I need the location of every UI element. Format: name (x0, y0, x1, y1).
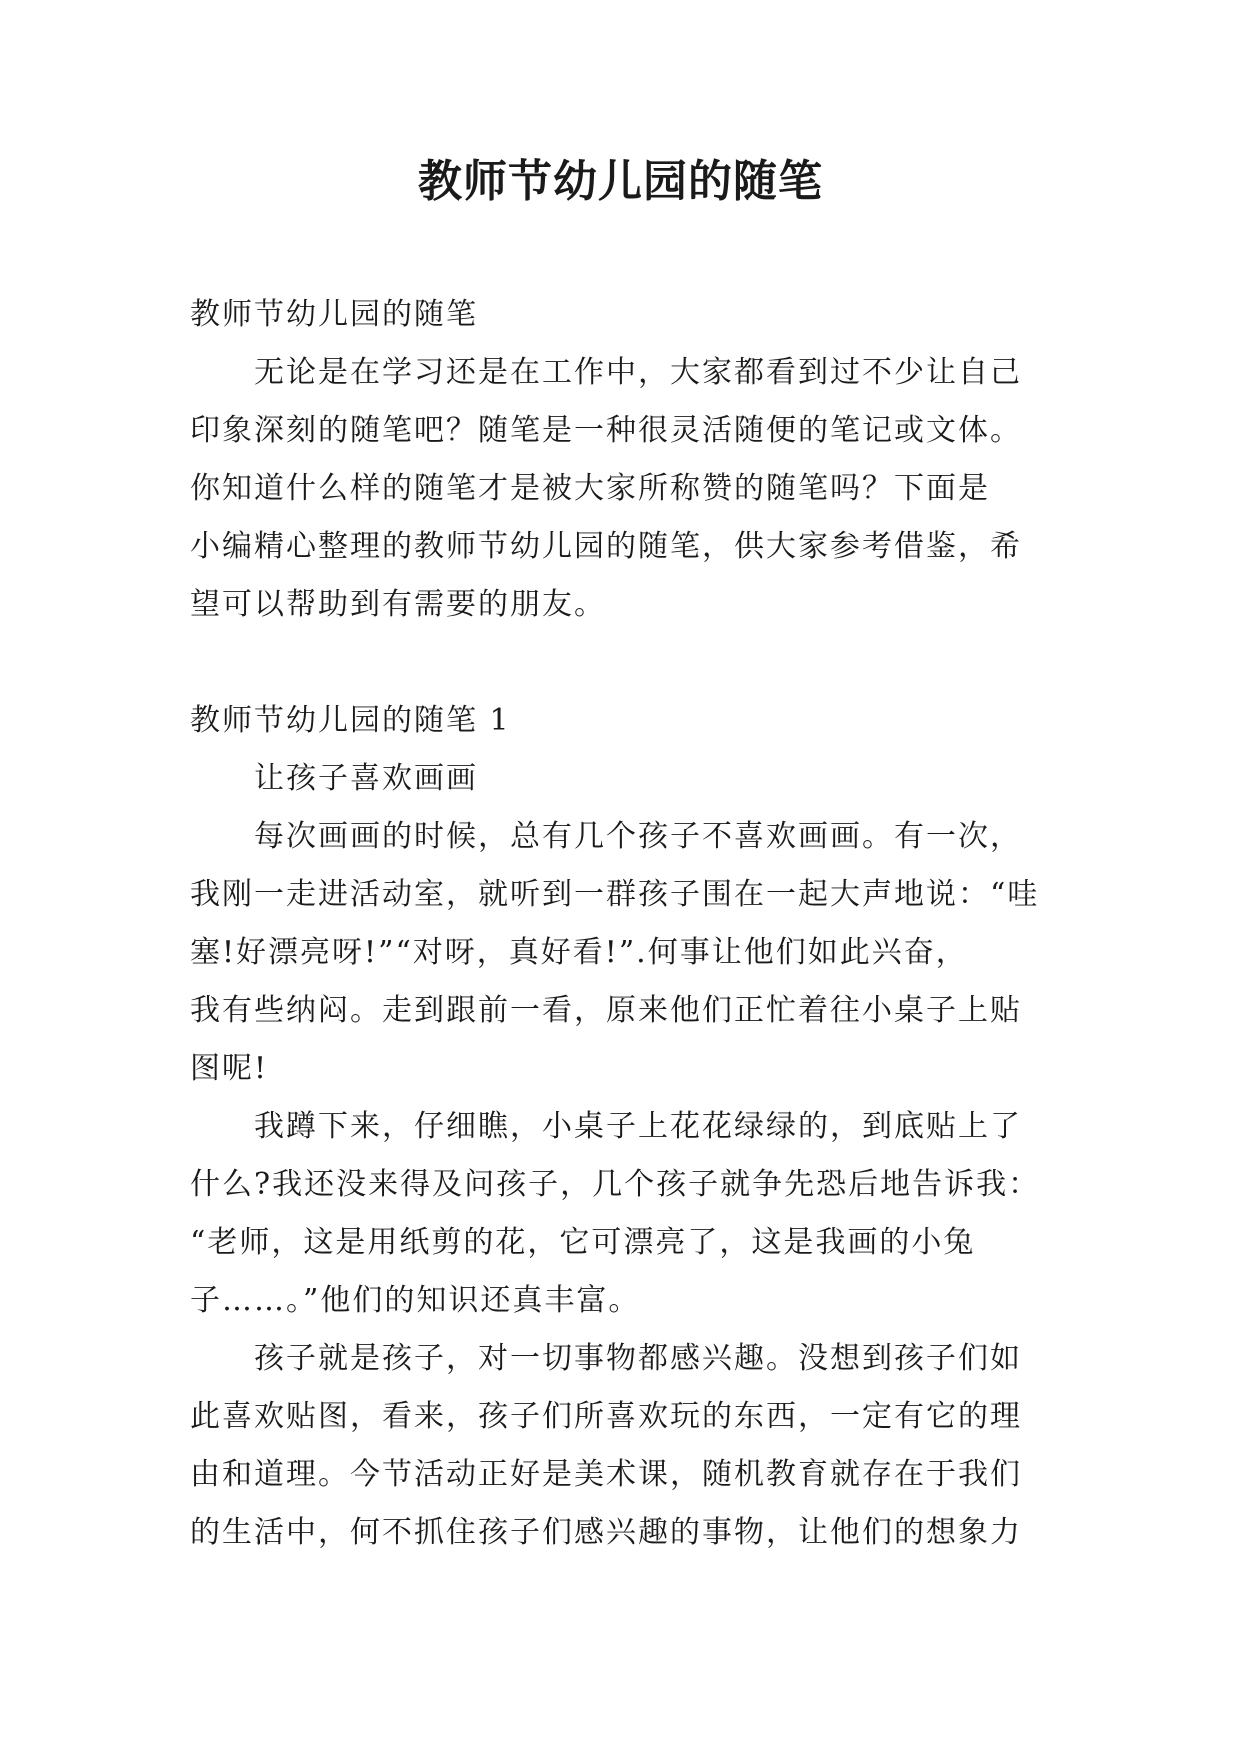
text-line: 塞!好漂亮呀!”“对呀，真好看!”.何事让他们如此兴奋， (190, 935, 968, 970)
text-line: “老师，这是用纸剪的花，它可漂亮了，这是我画的小兔 (190, 1225, 976, 1260)
text-line: 望可以帮助到有需要的朋友。 (190, 587, 606, 622)
text-line: 我刚一走进活动室，就听到一群孩子围在一起大声地说：“哇 (190, 877, 1040, 912)
text-line: 什么?我还没来得及问孩子，几个孩子就争先恐后地告诉我： (190, 1167, 1041, 1202)
section-heading: 教师节幼儿园的随笔 1 (190, 703, 511, 738)
intro-paragraph (190, 344, 1090, 634)
text-line: 无论是在学习还是在工作中，大家都看到过不少让自己 (254, 355, 1022, 390)
blank-line (190, 634, 1090, 692)
paragraph-2 (190, 1098, 1090, 1330)
section-title: 让孩子喜欢画画 (254, 761, 478, 796)
document-body (190, 286, 1090, 1562)
text-line: 你知道什么样的随笔才是被大家所称赞的随笔吗？下面是 (190, 471, 990, 506)
text-line: 孩子就是孩子，对一切事物都感兴趣。没想到孩子们如 (254, 1341, 1022, 1376)
text-line: 我蹲下来，仔细瞧，小桌子上花花绿绿的，到底贴上了 (254, 1109, 1022, 1144)
paragraph-1 (190, 808, 1090, 1098)
text-line: 我有些纳闷。走到跟前一看，原来他们正忙着往小桌子上贴 (190, 993, 1022, 1028)
text-line: 此喜欢贴图，看来，孩子们所喜欢玩的东西，一定有它的理 (190, 1399, 1022, 1434)
paragraph-3 (190, 1330, 1090, 1562)
text-line: 每次画画的时候，总有几个孩子不喜欢画画。有一次， (254, 819, 1022, 854)
subtitle: 教师节幼儿园的随笔 (190, 297, 478, 332)
document-title: 教师节幼儿园的随笔 (418, 156, 823, 207)
text-line: 图呢! (190, 1051, 269, 1086)
text-line: 由和道理。今节活动正好是美术课，随机教育就存在于我们 (190, 1457, 1022, 1492)
text-line: 印象深刻的随笔吧？随笔是一种很灵活随便的笔记或文体。 (190, 413, 1022, 448)
text-line: 的生活中，何不抓住孩子们感兴趣的事物，让他们的想象力 (190, 1515, 1022, 1550)
text-line: 小编精心整理的教师节幼儿园的随笔，供大家参考借鉴，希 (190, 529, 1022, 564)
text-line: 子……。”他们的知识还真丰富。 (190, 1283, 641, 1318)
